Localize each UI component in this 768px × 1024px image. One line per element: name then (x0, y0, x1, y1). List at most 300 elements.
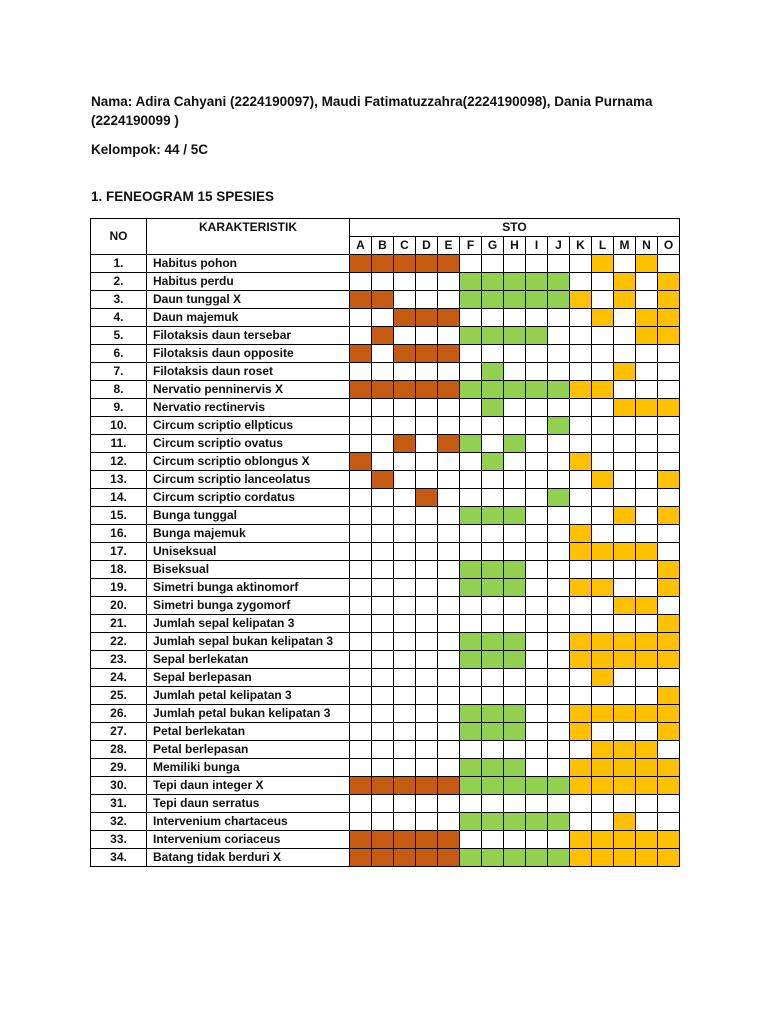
species-cell (438, 525, 460, 543)
species-cell (416, 579, 438, 597)
species-cell (372, 453, 394, 471)
species-cell (504, 399, 526, 417)
species-cell (372, 831, 394, 849)
species-header-cell: I (526, 237, 548, 255)
species-cell (570, 255, 592, 273)
row-number: 9. (91, 399, 147, 417)
species-cell (548, 849, 570, 867)
species-cell (592, 651, 614, 669)
species-cell (614, 453, 636, 471)
species-cell (658, 633, 680, 651)
species-cell (350, 651, 372, 669)
species-cell (438, 777, 460, 795)
species-cell (658, 291, 680, 309)
table-row (91, 579, 680, 597)
species-cell (416, 363, 438, 381)
species-cell (438, 507, 460, 525)
species-cell (526, 291, 548, 309)
species-cell (350, 345, 372, 363)
species-cell (526, 345, 548, 363)
species-cell (636, 597, 658, 615)
species-cell (504, 651, 526, 669)
table-row (91, 759, 680, 777)
species-cell (372, 723, 394, 741)
species-cell (636, 543, 658, 561)
species-cell (460, 561, 482, 579)
species-cell (394, 633, 416, 651)
species-cell (658, 453, 680, 471)
species-cell (570, 759, 592, 777)
species-cell (636, 381, 658, 399)
row-number: 21. (91, 615, 147, 633)
row-number: 28. (91, 741, 147, 759)
species-cell (372, 327, 394, 345)
species-cell (460, 309, 482, 327)
species-cell (394, 705, 416, 723)
species-cell (350, 831, 372, 849)
species-cell (658, 399, 680, 417)
species-cell (372, 849, 394, 867)
species-cell (570, 327, 592, 345)
species-header-cell: D (416, 237, 438, 255)
header-no: NO (91, 219, 147, 255)
table-row (91, 399, 680, 417)
species-cell (460, 507, 482, 525)
species-cell (460, 471, 482, 489)
species-cell (614, 615, 636, 633)
table-row (91, 633, 680, 651)
species-cell (460, 579, 482, 597)
species-cell (394, 543, 416, 561)
species-cell (592, 543, 614, 561)
species-cell (372, 291, 394, 309)
species-cell (614, 561, 636, 579)
species-cell (504, 489, 526, 507)
species-cell (482, 597, 504, 615)
species-cell (526, 597, 548, 615)
species-cell (614, 849, 636, 867)
species-cell (394, 273, 416, 291)
species-cell (350, 435, 372, 453)
species-cell (394, 615, 416, 633)
characteristic-label: Jumlah sepal kelipatan 3 (147, 615, 350, 633)
species-cell (416, 345, 438, 363)
species-cell (592, 417, 614, 435)
species-cell (394, 525, 416, 543)
row-number: 4. (91, 309, 147, 327)
species-cell (548, 561, 570, 579)
names-line-cont: (2224190099 ) (91, 113, 179, 128)
species-cell (394, 723, 416, 741)
characteristic-label: Sepal berlekatan (147, 651, 350, 669)
species-cell (416, 453, 438, 471)
species-cell (394, 291, 416, 309)
species-cell (394, 687, 416, 705)
species-cell (570, 309, 592, 327)
row-number: 11. (91, 435, 147, 453)
species-cell (394, 489, 416, 507)
species-cell (526, 363, 548, 381)
species-cell (438, 255, 460, 273)
species-cell (614, 633, 636, 651)
species-cell (658, 363, 680, 381)
species-cell (658, 507, 680, 525)
species-cell (504, 813, 526, 831)
species-cell (636, 507, 658, 525)
species-cell (592, 525, 614, 543)
species-cell (526, 759, 548, 777)
characteristic-label: Batang tidak berduri X (147, 849, 350, 867)
species-cell (482, 363, 504, 381)
characteristic-label: Jumlah petal bukan kelipatan 3 (147, 705, 350, 723)
species-cell (570, 399, 592, 417)
species-cell (372, 651, 394, 669)
species-cell (482, 849, 504, 867)
species-cell (548, 255, 570, 273)
species-cell (438, 849, 460, 867)
row-number: 7. (91, 363, 147, 381)
species-cell (460, 615, 482, 633)
species-cell (592, 813, 614, 831)
species-cell (438, 453, 460, 471)
species-cell (614, 705, 636, 723)
species-cell (394, 417, 416, 435)
species-cell (372, 615, 394, 633)
characteristic-label: Simetri bunga aktinomorf (147, 579, 350, 597)
table-row (91, 705, 680, 723)
species-cell (526, 795, 548, 813)
species-cell (372, 795, 394, 813)
species-cell (614, 309, 636, 327)
species-cell (438, 669, 460, 687)
species-cell (438, 327, 460, 345)
species-cell (350, 615, 372, 633)
row-number: 20. (91, 597, 147, 615)
species-header-cell: J (548, 237, 570, 255)
species-cell (526, 273, 548, 291)
row-number: 25. (91, 687, 147, 705)
table-row (91, 741, 680, 759)
species-cell (416, 633, 438, 651)
species-cell (636, 705, 658, 723)
species-cell (636, 489, 658, 507)
species-cell (372, 255, 394, 273)
species-cell (460, 831, 482, 849)
row-number: 31. (91, 795, 147, 813)
table-row (91, 615, 680, 633)
species-cell (636, 669, 658, 687)
species-cell (570, 741, 592, 759)
characteristic-label: Jumlah sepal bukan kelipatan 3 (147, 633, 350, 651)
species-cell (570, 291, 592, 309)
species-cell (570, 435, 592, 453)
species-cell (504, 435, 526, 453)
species-cell (438, 795, 460, 813)
species-cell (592, 831, 614, 849)
species-cell (658, 759, 680, 777)
species-cell (592, 507, 614, 525)
species-cell (570, 615, 592, 633)
species-cell (438, 741, 460, 759)
species-cell (570, 705, 592, 723)
species-cell (438, 345, 460, 363)
species-cell (350, 741, 372, 759)
species-cell (394, 507, 416, 525)
species-cell (438, 615, 460, 633)
species-cell (504, 471, 526, 489)
characteristic-label: Jumlah petal kelipatan 3 (147, 687, 350, 705)
species-cell (416, 669, 438, 687)
table-row (91, 435, 680, 453)
species-cell (460, 417, 482, 435)
species-cell (570, 687, 592, 705)
species-cell (350, 669, 372, 687)
species-cell (614, 363, 636, 381)
species-cell (592, 273, 614, 291)
species-cell (636, 363, 658, 381)
species-cell (460, 255, 482, 273)
species-cell (504, 561, 526, 579)
species-cell (504, 723, 526, 741)
species-cell (658, 417, 680, 435)
species-cell (548, 525, 570, 543)
row-number: 30. (91, 777, 147, 795)
species-cell (460, 651, 482, 669)
species-cell (416, 759, 438, 777)
row-number: 3. (91, 291, 147, 309)
species-cell (658, 345, 680, 363)
species-cell (570, 597, 592, 615)
species-cell (548, 651, 570, 669)
table-row (91, 597, 680, 615)
species-cell (548, 615, 570, 633)
characteristic-label: Daun tunggal X (147, 291, 350, 309)
species-cell (570, 777, 592, 795)
species-cell (636, 777, 658, 795)
species-cell (548, 777, 570, 795)
species-header-cell: F (460, 237, 482, 255)
species-cell (482, 615, 504, 633)
table-row (91, 291, 680, 309)
species-cell (614, 795, 636, 813)
species-cell (548, 795, 570, 813)
species-cell (438, 597, 460, 615)
species-cell (482, 255, 504, 273)
species-cell (504, 849, 526, 867)
species-cell (592, 669, 614, 687)
species-cell (504, 345, 526, 363)
table-row (91, 777, 680, 795)
species-cell (570, 669, 592, 687)
species-cell (526, 543, 548, 561)
species-cell (636, 255, 658, 273)
species-cell (460, 381, 482, 399)
row-number: 13. (91, 471, 147, 489)
species-header-cell: C (394, 237, 416, 255)
species-cell (526, 255, 548, 273)
species-cell (372, 705, 394, 723)
species-cell (438, 381, 460, 399)
species-cell (460, 525, 482, 543)
species-cell (416, 309, 438, 327)
species-cell (350, 381, 372, 399)
row-number: 18. (91, 561, 147, 579)
header-sto: STO (350, 219, 680, 237)
species-header-cell: A (350, 237, 372, 255)
species-cell (438, 651, 460, 669)
row-number: 26. (91, 705, 147, 723)
species-cell (438, 363, 460, 381)
characteristic-label: Intervenium coriaceus (147, 831, 350, 849)
species-cell (526, 777, 548, 795)
species-cell (548, 471, 570, 489)
species-cell (394, 597, 416, 615)
species-cell (460, 327, 482, 345)
species-cell (416, 417, 438, 435)
species-cell (416, 561, 438, 579)
species-cell (394, 669, 416, 687)
species-cell (526, 651, 548, 669)
species-cell (438, 399, 460, 417)
species-cell (504, 633, 526, 651)
species-cell (372, 669, 394, 687)
species-cell (658, 255, 680, 273)
species-cell (460, 543, 482, 561)
species-cell (504, 327, 526, 345)
species-cell (482, 489, 504, 507)
species-cell (438, 273, 460, 291)
species-cell (592, 759, 614, 777)
species-cell (482, 687, 504, 705)
species-cell (350, 291, 372, 309)
species-cell (504, 525, 526, 543)
characteristic-label: Daun majemuk (147, 309, 350, 327)
species-cell (658, 489, 680, 507)
characteristic-label: Filotaksis daun opposite (147, 345, 350, 363)
table-row (91, 813, 680, 831)
species-cell (658, 273, 680, 291)
species-cell (658, 705, 680, 723)
species-cell (570, 561, 592, 579)
species-cell (526, 399, 548, 417)
species-cell (482, 525, 504, 543)
table-row (91, 669, 680, 687)
species-cell (658, 831, 680, 849)
species-cell (416, 723, 438, 741)
species-cell (592, 705, 614, 723)
species-cell (526, 525, 548, 543)
species-cell (350, 579, 372, 597)
species-cell (548, 813, 570, 831)
species-cell (658, 309, 680, 327)
table-row (91, 651, 680, 669)
row-number: 5. (91, 327, 147, 345)
species-cell (482, 453, 504, 471)
species-cell (614, 417, 636, 435)
species-cell (636, 741, 658, 759)
species-cell (504, 291, 526, 309)
names-line: Nama: Adira Cahyani (2224190097), Maudi Fatimatuzzahra(2224190098), Dania Purnama (91, 94, 653, 109)
species-cell (460, 435, 482, 453)
species-cell (416, 651, 438, 669)
species-cell (548, 273, 570, 291)
species-cell (614, 507, 636, 525)
characteristic-label: Petal berlepasan (147, 741, 350, 759)
species-cell (504, 687, 526, 705)
table-row (91, 363, 680, 381)
species-cell (438, 435, 460, 453)
species-cell (504, 759, 526, 777)
species-cell (482, 831, 504, 849)
species-cell (570, 417, 592, 435)
species-cell (504, 615, 526, 633)
species-cell (636, 723, 658, 741)
species-cell (504, 669, 526, 687)
species-cell (614, 777, 636, 795)
species-cell (570, 579, 592, 597)
species-cell (592, 579, 614, 597)
species-cell (504, 705, 526, 723)
species-cell (592, 687, 614, 705)
species-cell (592, 561, 614, 579)
species-cell (504, 543, 526, 561)
species-cell (658, 327, 680, 345)
species-cell (614, 525, 636, 543)
species-cell (636, 471, 658, 489)
species-cell (438, 561, 460, 579)
species-cell (504, 381, 526, 399)
species-cell (592, 291, 614, 309)
species-cell (460, 741, 482, 759)
species-cell (394, 651, 416, 669)
feneogram-table (90, 218, 680, 867)
species-cell (460, 705, 482, 723)
characteristic-label: Tepi daun serratus (147, 795, 350, 813)
species-cell (416, 597, 438, 615)
species-cell (460, 633, 482, 651)
table-row (91, 507, 680, 525)
species-cell (416, 327, 438, 345)
species-cell (548, 741, 570, 759)
species-cell (636, 813, 658, 831)
species-cell (592, 615, 614, 633)
species-cell (614, 687, 636, 705)
species-cell (526, 633, 548, 651)
species-cell (570, 831, 592, 849)
species-cell (548, 759, 570, 777)
species-cell (592, 849, 614, 867)
species-cell (548, 291, 570, 309)
species-cell (394, 579, 416, 597)
species-cell (416, 471, 438, 489)
species-cell (416, 399, 438, 417)
species-cell (614, 813, 636, 831)
species-cell (658, 741, 680, 759)
species-cell (504, 309, 526, 327)
species-cell (482, 579, 504, 597)
species-cell (570, 813, 592, 831)
species-cell (350, 255, 372, 273)
table-row (91, 831, 680, 849)
row-number: 29. (91, 759, 147, 777)
species-cell (658, 525, 680, 543)
species-cell (372, 597, 394, 615)
species-cell (416, 813, 438, 831)
species-cell (592, 345, 614, 363)
species-cell (636, 435, 658, 453)
species-cell (592, 471, 614, 489)
species-cell (416, 273, 438, 291)
